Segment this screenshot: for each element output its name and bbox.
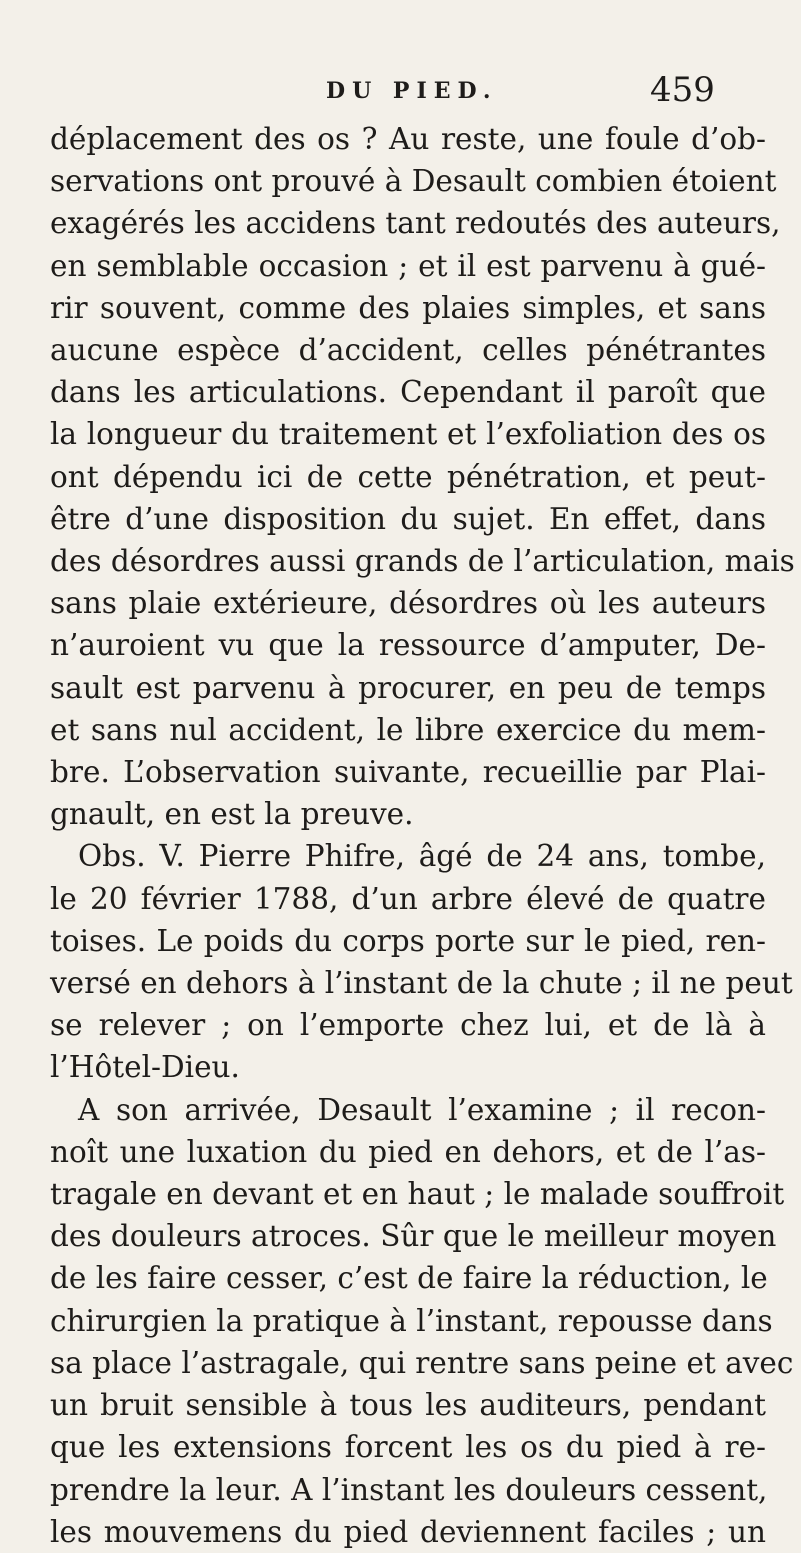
text-line: de les faire cesser, c’est de faire la réduction, le (50, 1261, 768, 1296)
text-line: la longueur du traitement et l’exfoliation des os (50, 417, 766, 452)
running-title: DU PIED. (326, 78, 498, 104)
text-line: sans plaie extérieure, désordres où les auteurs (50, 586, 766, 621)
text-line: sa place l’astragale, qui rentre sans peine et avec (50, 1345, 794, 1380)
text-line: gnault, en est la preuve. (50, 797, 414, 832)
text-line: dans les articulations. Cependant il paroît que (50, 375, 766, 410)
text-line: noît une luxation du pied en dehors, et de l’as- (50, 1134, 766, 1169)
text-line: déplacement des os ? Au reste, une foule d’ob- (50, 122, 766, 156)
text-line: versé en dehors à l’instant de la chute ; il ne peut (50, 966, 793, 1001)
text-line: que les extensions forcent les os du pied à re- (50, 1430, 766, 1465)
body-text (50, 118, 795, 1553)
text-line: bre. L’observation suivante, recueillie par Plai- (50, 755, 766, 790)
text-line: un bruit sensible à tous les auditeurs, pendant (50, 1388, 766, 1423)
text-line: le 20 février 1788, d’un arbre élevé de quatre (50, 881, 766, 916)
text-line: sault est parvenu à procurer, en peu de temps (50, 670, 766, 705)
text-line: toises. Le poids du corps porte sur le pied, ren- (50, 923, 766, 958)
text-line: ont dépendu ici de cette pénétration, et peut- (50, 459, 766, 494)
text-line: exagérés les accidens tant redoutés des auteurs, (50, 206, 781, 241)
text-line: A son arrivée, Desault l’examine ; il recon- (78, 1092, 766, 1127)
text-line: servations ont prouvé à Desault combien étoient (50, 164, 777, 199)
text-line: des douleurs atroces. Sûr que le meilleur moyen (50, 1219, 777, 1254)
text-line: être d’une disposition du sujet. En effet, dans (50, 501, 766, 536)
text-line: des désordres aussi grands de l’articulation, mais (50, 544, 795, 579)
text-line: n’auroient vu que la ressource d’amputer, De- (50, 628, 766, 663)
text-line: et sans nul accident, le libre exercice du mem- (50, 712, 766, 747)
page-number: 459 (650, 70, 715, 110)
text-line: aucune espèce d’accident, celles pénétrantes (50, 333, 766, 368)
observation-heading-line: Obs. V. Pierre Phifre, âgé de 24 ans, tombe, (78, 839, 766, 874)
text-line: tragale en devant et en haut ; le malade souffroit (50, 1177, 785, 1212)
text-line: en semblable occasion ; et il est parvenu à gué- (50, 248, 766, 283)
text-line: l’Hôtel-Dieu. (50, 1050, 240, 1085)
text-line: chirurgien la pratique à l’instant, repousse dans (50, 1303, 773, 1338)
text-line: se relever ; on l’emporte chez lui, et de là à (50, 1008, 766, 1043)
text-line: les mouvemens du pied deviennent faciles ; un (50, 1514, 766, 1549)
text-line: prendre la leur. A l’instant les douleurs cessent, (50, 1472, 768, 1507)
text-line: rir souvent, comme des plaies simples, et sans (50, 290, 766, 325)
